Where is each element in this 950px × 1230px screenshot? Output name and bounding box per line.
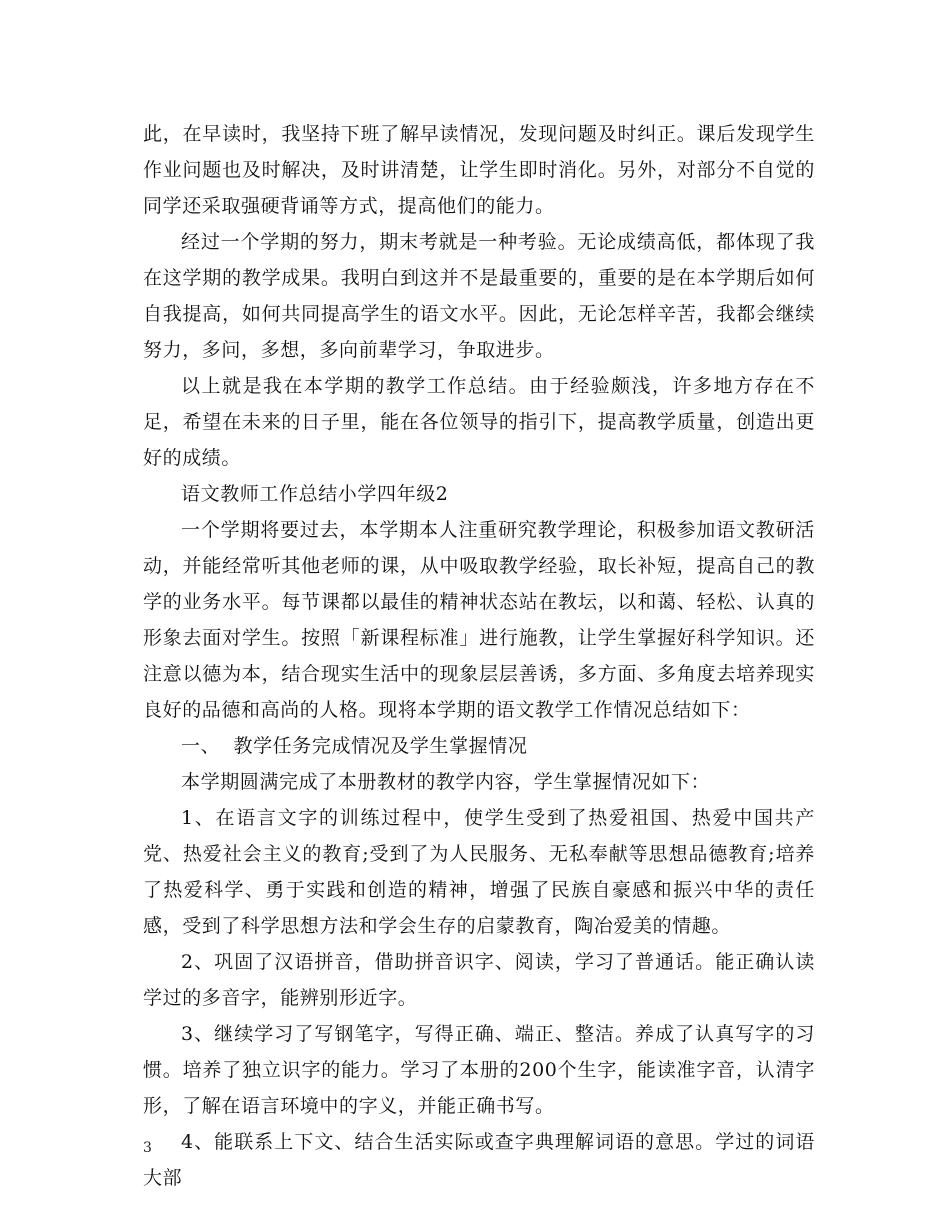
paragraph-1: 此，在早读时，我坚持下班了解早读情况，发现问题及时纠正。课后发现学生作业问题也及时解决，及时讲清楚，让学生即时消化。另外，对部分不自觉的同学还采取强硬背诵等方式，提高他们的能力。 (143, 123, 815, 217)
paragraph-3: 以上就是我在本学期的教学工作总结。由于经验颇浅，许多地方存在不足，希望在未来的日子里，能在各位领导的指引下，提高教学质量，创造出更好的成绩。 (143, 375, 815, 469)
list-item-2: 2、巩固了汉语拼音，借助拼音识字、阅读，学习了普通话。能正确认读学过的多音字，能辨别形近字。 (143, 951, 815, 1009)
paragraph-5: 本学期圆满完成了本册教材的教学内容，学生掌握情况如下： (181, 771, 711, 793)
list-item-4: 4、能联系上下文、结合生活实际或查字典理解词语的意思。学过的词语大部 (143, 1131, 815, 1189)
paragraph-4: 一个学期将要过去，本学期本人注重研究教学理论，积极参加语文教研活动，并能经常听其他老师的课，从中吸取教学经验，取长补短，提高自己的教学的业务水平。每节课都以最佳的精神状态站在教坛，以和蔼、轻松、认真的形象去面对学生。按照「新课程标准」进行施教，让学生掌握好科学知识。还注意以德为本，结合现实生活中的现象层层善诱，多方面、多角度去培养现实良好的品德和高尚的人格。现将本学期的语文教学工作情况总结如下： (143, 519, 815, 721)
subsection-heading: 一、 教学任务完成情况及学生掌握情况 (181, 735, 528, 757)
section-heading: 语文教师工作总结小学四年级2 (181, 483, 449, 505)
list-item-3: 3、继续学习了写钢笔字，写得正确、端正、整洁。养成了认真写字的习惯。培养了独立识字的能力。学习了本册的200个生字，能读准字音，认清字形，了解在语言环境中的字义，并能正确书写。 (143, 1023, 815, 1117)
list-item-1: 1、在语言文字的训练过程中，使学生受到了热爱祖国、热爱中国共产党、热爱社会主义的教育;受到了为人民服务、无私奉献等思想品德教育;培养了热爱科学、勇于实践和创造的精神，增强了民族自豪感和振兴中华的责任感，受到了科学思想方法和学会生存的启蒙教育，陶冶爱美的情趣。 (143, 807, 815, 937)
page-number: 3 (143, 1140, 152, 1156)
document-body (143, 116, 815, 1196)
paragraph-2: 经过一个学期的努力，期末考就是一种考验。无论成绩高低，都体现了我在这学期的教学成果。我明白到这并不是最重要的，重要的是在本学期后如何自我提高，如何共同提高学生的语文水平。因此，无论怎样辛苦，我都会继续努力，多问，多想，多向前辈学习，争取进步。 (143, 231, 815, 361)
